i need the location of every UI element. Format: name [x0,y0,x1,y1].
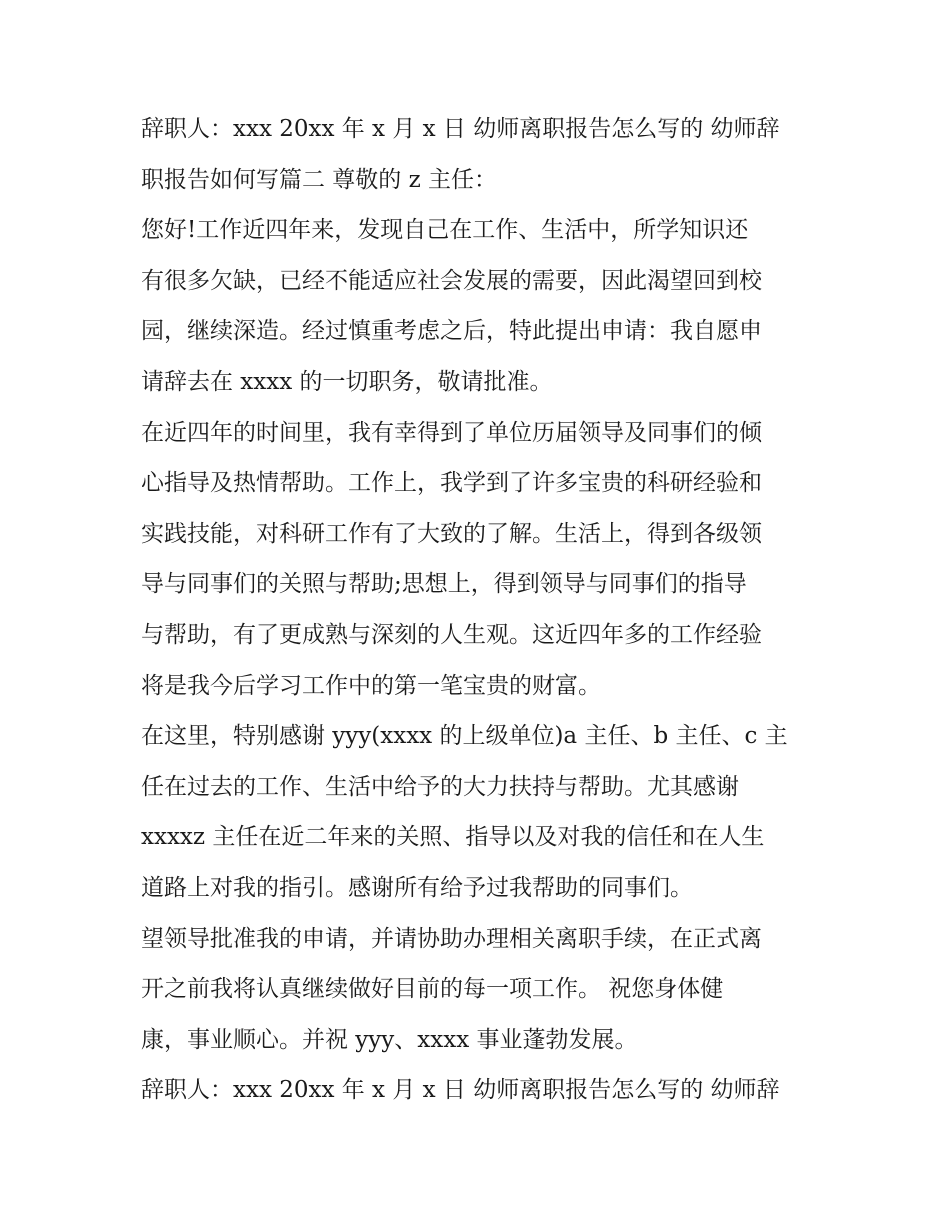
text-line: 望领导批准我的申请，并请协助办理相关离职手续，在正式离 [141,925,762,952]
text-line: 辞职人：xxx 20xx 年 x 月 x 日 幼师离职报告怎么写的 幼师辞 [141,116,780,142]
text-line: 有很多欠缺，已经不能适应社会发展的需要，因此渴望回到校 [141,267,762,294]
text-line: 您好!工作近四年来，发现自己在工作、生活中，所学知识还 [141,217,749,244]
document-body [141,104,821,1116]
text-line: 职报告如何写篇二 尊敬的 z 主任： [141,166,498,193]
text-line: 康，事业顺心。并祝 yyy、xxxx 事业蓬勃发展。 [141,1026,638,1053]
text-line: 请辞去在 xxxx 的一切职务，敬请批准。 [141,368,553,395]
text-line: 导与同事们的关照与帮助;思想上，得到领导与同事们的指导 [141,571,747,598]
text-line: 与帮助，有了更成熟与深刻的人生观。这近四年多的工作经验 [141,621,762,648]
text-line: 在这里，特别感谢 yyy(xxxx 的上级单位)a 主任、b 主任、c 主 [141,723,788,750]
text-line: 开之前我将认真继续做好目前的每一项工作。 祝您身体健 [141,976,724,1003]
text-line: 心指导及热情帮助。工作上，我学到了许多宝贵的科研经验和 [141,470,762,497]
text-line: 在近四年的时间里，我有幸得到了单位历届领导及同事们的倾 [141,419,762,446]
text-line: 任在过去的工作、生活中给予的大力扶持与帮助。尤其感谢 [141,773,739,800]
text-line: xxxxz 主任在近二年来的关照、指导以及对我的信任和在人生 [141,824,765,851]
text-line: 实践技能，对科研工作有了大致的了解。生活上，得到各级领 [141,520,762,547]
text-line: 道路上对我的指引。感谢所有给予过我帮助的同事们。 [141,874,693,901]
text-line: 辞职人：xxx 20xx 年 x 月 x 日 幼师离职报告怎么写的 幼师辞 [141,1077,780,1104]
text-line: 园，继续深造。经过慎重考虑之后，特此提出申请：我自愿申 [141,318,762,345]
text-line: 将是我今后学习工作中的第一笔宝贵的财富。 [141,672,601,699]
